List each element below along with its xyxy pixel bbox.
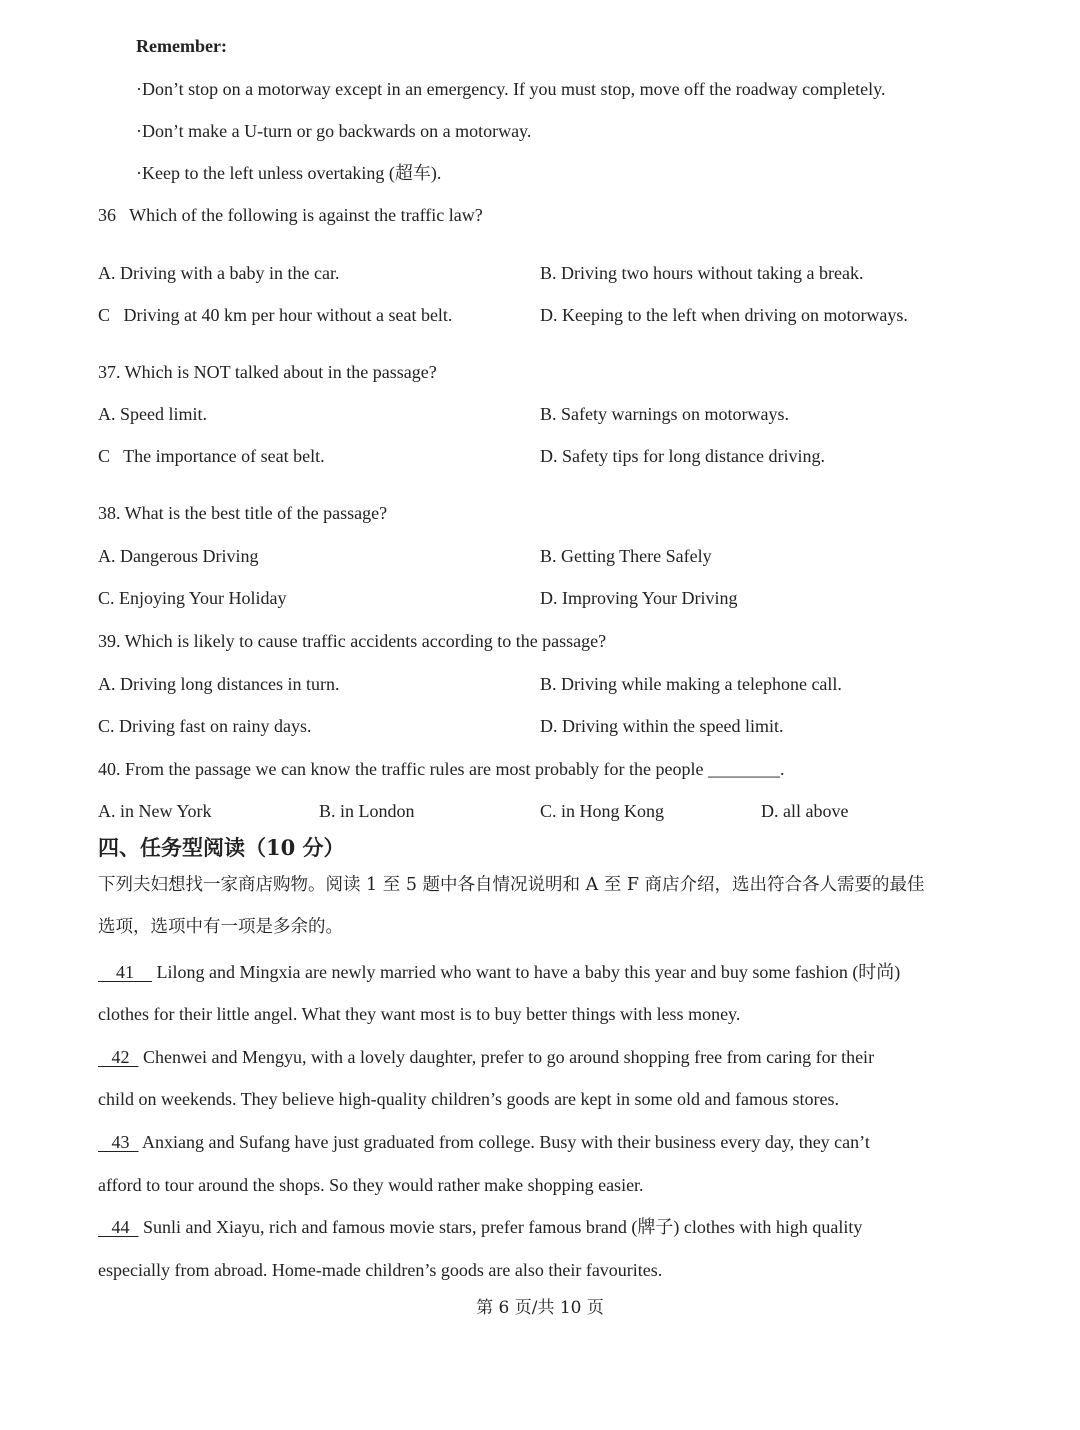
item-number: 41: [116, 962, 134, 982]
task-item-43: [98, 1133, 870, 1151]
remember-item-text: Don’t make a U-turn or go backwards on a motorway.: [142, 121, 532, 141]
question-36-option-b: B. Driving two hours without taking a break.: [540, 263, 864, 283]
question-40-stem: 40. From the passage we can know the traffic rules are most probably for the people ________.: [98, 759, 785, 779]
question-38-option-d: D. Improving Your Driving: [540, 588, 738, 608]
remember-item: [136, 80, 885, 98]
question-38-option-a: A. Dangerous Driving: [98, 546, 259, 566]
section-heading: 四、任务型阅读（10 分）: [98, 835, 345, 860]
section-instruction: 下列夫妇想找一家商店购物。阅读 1 至 5 题中各自情况说明和 A 至 F 商店介绍，选出符合各人需要的最佳: [98, 875, 925, 895]
question-39-option-c: C. Driving fast on rainy days.: [98, 716, 312, 736]
question-38-stem: 38. What is the best title of the passage?: [98, 503, 388, 523]
remember-title: Remember:: [136, 36, 227, 56]
item-number: 44: [111, 1217, 130, 1237]
item-text: Sunli and Xiayu, rich and famous movie stars, prefer famous brand (牌子) clothes with high quality: [143, 1217, 863, 1237]
item-text: Chenwei and Mengyu, with a lovely daughter, prefer to go around shopping free from caring for their: [143, 1047, 875, 1067]
remember-item: [136, 164, 441, 182]
question-40-option-c: C. in Hong Kong: [540, 801, 665, 821]
question-36-option-d: D. Keeping to the left when driving on motorways.: [540, 305, 908, 325]
question-40-option-d: D. all above: [761, 801, 849, 821]
item-text: Anxiang and Sufang have just graduated from college. Busy with their business every day, they can’t: [142, 1132, 870, 1152]
remember-item-text: Keep to the left unless overtaking (超车).: [142, 163, 442, 183]
remember-item-text: Don’t stop on a motorway except in an emergency. If you must stop, move off the roadway completely.: [142, 79, 886, 99]
task-item-42-cont: child on weekends. They believe high-quality children’s goods are kept in some old and famous stores.: [98, 1089, 839, 1109]
question-39-option-d: D. Driving within the speed limit.: [540, 716, 784, 736]
section-instruction: 选项，选项中有一项是多余的。: [98, 917, 343, 937]
item-number: 42: [111, 1047, 130, 1067]
question-39-option-a: A. Driving long distances in turn.: [98, 674, 340, 694]
question-36-stem: 36 Which of the following is against the traffic law?: [98, 205, 483, 225]
question-37-option-b: B. Safety warnings on motorways.: [540, 404, 789, 424]
question-39-option-b: B. Driving while making a telephone call.: [540, 674, 842, 694]
task-item-44: [98, 1218, 862, 1236]
task-item-42: [98, 1048, 874, 1066]
question-37-option-c: C The importance of seat belt.: [98, 446, 325, 466]
answer-blank[interactable]: [98, 963, 152, 981]
task-item-44-cont: especially from abroad. Home-made children’s goods are also their favourites.: [98, 1260, 663, 1280]
task-item-41: [98, 963, 900, 981]
item-number: 43: [111, 1132, 130, 1152]
answer-blank[interactable]: [98, 1218, 139, 1236]
remember-item: [136, 122, 531, 140]
question-38-option-b: B. Getting There Safely: [540, 546, 712, 566]
question-37-option-d: D. Safety tips for long distance driving.: [540, 446, 825, 466]
question-37-option-a: A. Speed limit.: [98, 404, 207, 424]
question-38-option-c: C. Enjoying Your Holiday: [98, 588, 287, 608]
task-item-43-cont: afford to tour around the shops. So they would rather make shopping easier.: [98, 1175, 644, 1195]
question-40-option-b: B. in London: [319, 801, 415, 821]
answer-blank[interactable]: [98, 1048, 139, 1066]
question-36-option-c: C Driving at 40 km per hour without a seat belt.: [98, 305, 453, 325]
page-footer: 第 6 页/共 10 页: [476, 1298, 604, 1318]
item-text: Lilong and Mingxia are newly married who want to have a baby this year and buy some fashion (时尚): [156, 962, 901, 982]
answer-blank[interactable]: [98, 1133, 139, 1151]
question-37-stem: 37. Which is NOT talked about in the passage?: [98, 362, 437, 382]
question-40-option-a: A. in New York: [98, 801, 212, 821]
question-39-stem: 39. Which is likely to cause traffic accidents according to the passage?: [98, 631, 607, 651]
task-item-41-cont: clothes for their little angel. What they want most is to buy better things with less money.: [98, 1004, 741, 1024]
question-36-option-a: A. Driving with a baby in the car.: [98, 263, 340, 283]
